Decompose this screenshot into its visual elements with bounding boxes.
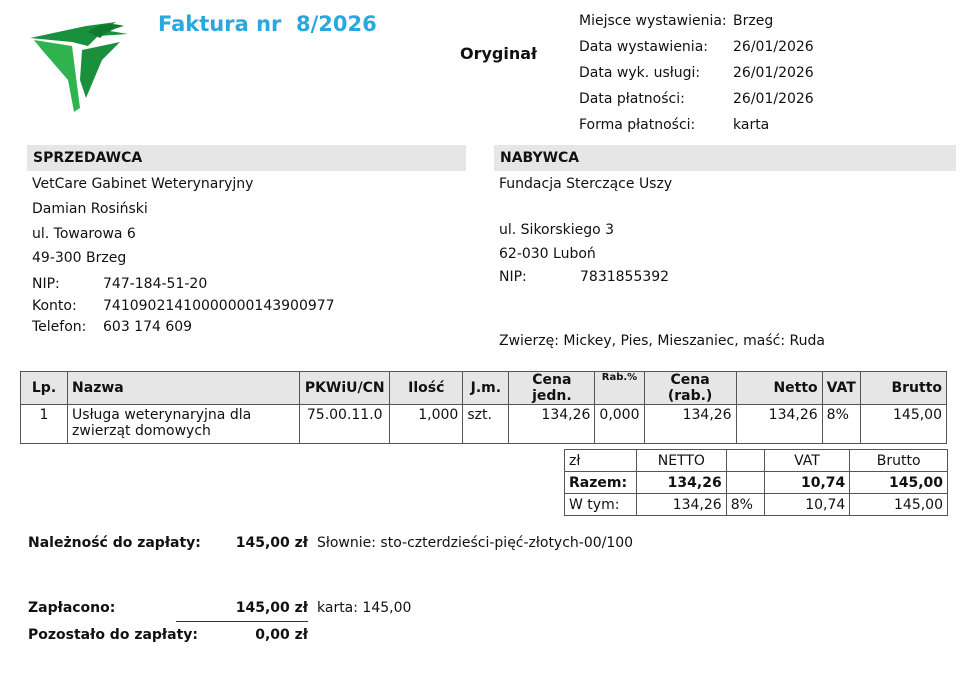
seller-phone: 603 174 609 [103, 319, 193, 335]
amount-due-value: 145,00 zł [235, 535, 308, 551]
seller-account-label: Konto: [32, 298, 77, 314]
row-price-disc: 134,26 [644, 405, 736, 444]
remaining-label: Pozostało do zapłaty: [28, 627, 198, 643]
paid-value: 145,00 zł [235, 600, 308, 616]
buyer-heading: NABYWCA [494, 145, 956, 171]
summary-total-label: Razem: [565, 472, 637, 494]
row-pkwiu: 75.00.11.0 [300, 405, 390, 444]
logo-v-shape [34, 40, 80, 112]
meta-service-date-value: 26/01/2026 [733, 65, 814, 81]
clinic-logo [28, 20, 132, 114]
seller-city: 49-300 Brzeg [32, 250, 127, 266]
summary-currency: zł [565, 450, 637, 472]
meta-issue-date-value: 26/01/2026 [733, 39, 814, 55]
summary-incl-vat: 10,74 [764, 494, 850, 516]
seller-street: ul. Towarowa 6 [32, 226, 136, 242]
summary-incl-label: W tym: [565, 494, 637, 516]
seller-heading: SPRZEDAWCA [27, 145, 466, 171]
row-vat: 8% [822, 405, 860, 444]
table-row [21, 405, 947, 444]
summary-total-net: 134,26 [636, 472, 726, 494]
summary-incl-row [565, 494, 948, 516]
meta-place-value: Brzeg [733, 13, 774, 29]
row-qty: 1,000 [390, 405, 463, 444]
buyer-city: 62-030 Luboń [499, 246, 596, 262]
invoice-title: Faktura nr 8/2026 [158, 12, 377, 36]
meta-service-date-label: Data wyk. usługi: [579, 65, 701, 81]
vat-summary-table [564, 449, 948, 516]
buyer-animal: Zwierzę: Mickey, Pies, Mieszaniec, maść: Ruda [499, 333, 825, 349]
col-pkwiu: PKWiU/CN [300, 372, 390, 405]
items-table [20, 371, 947, 444]
summary-total-vat: 10,74 [764, 472, 850, 494]
logo-v-right [80, 42, 120, 98]
col-price-disc: Cena (rab.) [644, 372, 736, 405]
meta-issue-date-label: Data wystawienia: [579, 39, 708, 55]
seller-account: 74109021410000000143900977 [103, 298, 335, 314]
col-discount: Rab.% [595, 372, 644, 405]
copy-label: Oryginał [460, 44, 537, 63]
row-unit-price: 134,26 [509, 405, 595, 444]
col-gross: Brutto [860, 372, 946, 405]
col-lp: Lp. [21, 372, 68, 405]
summary-incl-gross: 145,00 [850, 494, 948, 516]
paid-note: karta: 145,00 [317, 600, 412, 616]
seller-phone-label: Telefon: [32, 319, 87, 335]
col-unit: J.m. [463, 372, 509, 405]
summary-incl-net: 134,26 [636, 494, 726, 516]
summary-gross-header: Brutto [850, 450, 948, 472]
summary-total-rate-empty [726, 472, 764, 494]
row-discount: 0,000 [595, 405, 644, 444]
seller-nip: 747-184-51-20 [103, 276, 208, 292]
paid-label: Zapłacono: [28, 600, 116, 616]
seller-nip-label: NIP: [32, 276, 60, 292]
summary-total-gross: 145,00 [850, 472, 948, 494]
summary-incl-rate: 8% [726, 494, 764, 516]
amount-due-label: Należność do zapłaty: [28, 535, 201, 551]
summary-vat-header: VAT [764, 450, 850, 472]
col-name: Nazwa [68, 372, 300, 405]
row-lp: 1 [21, 405, 68, 444]
row-name: Usługa weterynaryjna dla zwierząt domowych [68, 405, 300, 444]
paid-underline [176, 621, 308, 622]
row-unit: szt. [463, 405, 509, 444]
col-net: Netto [736, 372, 822, 405]
col-vat: VAT [822, 372, 860, 405]
buyer-street: ul. Sikorskiego 3 [499, 222, 615, 238]
summary-header-row [565, 450, 948, 472]
buyer-nip: 7831855392 [580, 269, 670, 285]
seller-person: Damian Rosiński [32, 201, 148, 217]
col-unit-price: Cena jedn. [509, 372, 595, 405]
meta-place-label: Miejsce wystawienia: [579, 13, 727, 29]
row-gross: 145,00 [860, 405, 946, 444]
meta-payment-method-value: karta [733, 117, 770, 133]
row-net: 134,26 [736, 405, 822, 444]
meta-payment-method-label: Forma płatności: [579, 117, 696, 133]
summary-rate-header-empty [726, 450, 764, 472]
meta-payment-date-value: 26/01/2026 [733, 91, 814, 107]
summary-net-header: NETTO [636, 450, 726, 472]
col-qty: Ilość [390, 372, 463, 405]
summary-total-row [565, 472, 948, 494]
meta-payment-date-label: Data płatności: [579, 91, 685, 107]
buyer-nip-label: NIP: [499, 269, 527, 285]
buyer-name: Fundacja Sterczące Uszy [499, 176, 673, 192]
seller-name: VetCare Gabinet Weterynaryjny [32, 176, 254, 192]
remaining-value: 0,00 zł [255, 627, 308, 643]
amount-in-words: Słownie: sto-czterdzieści-pięć-złotych-00/100 [317, 535, 634, 551]
items-header-row [21, 372, 947, 405]
